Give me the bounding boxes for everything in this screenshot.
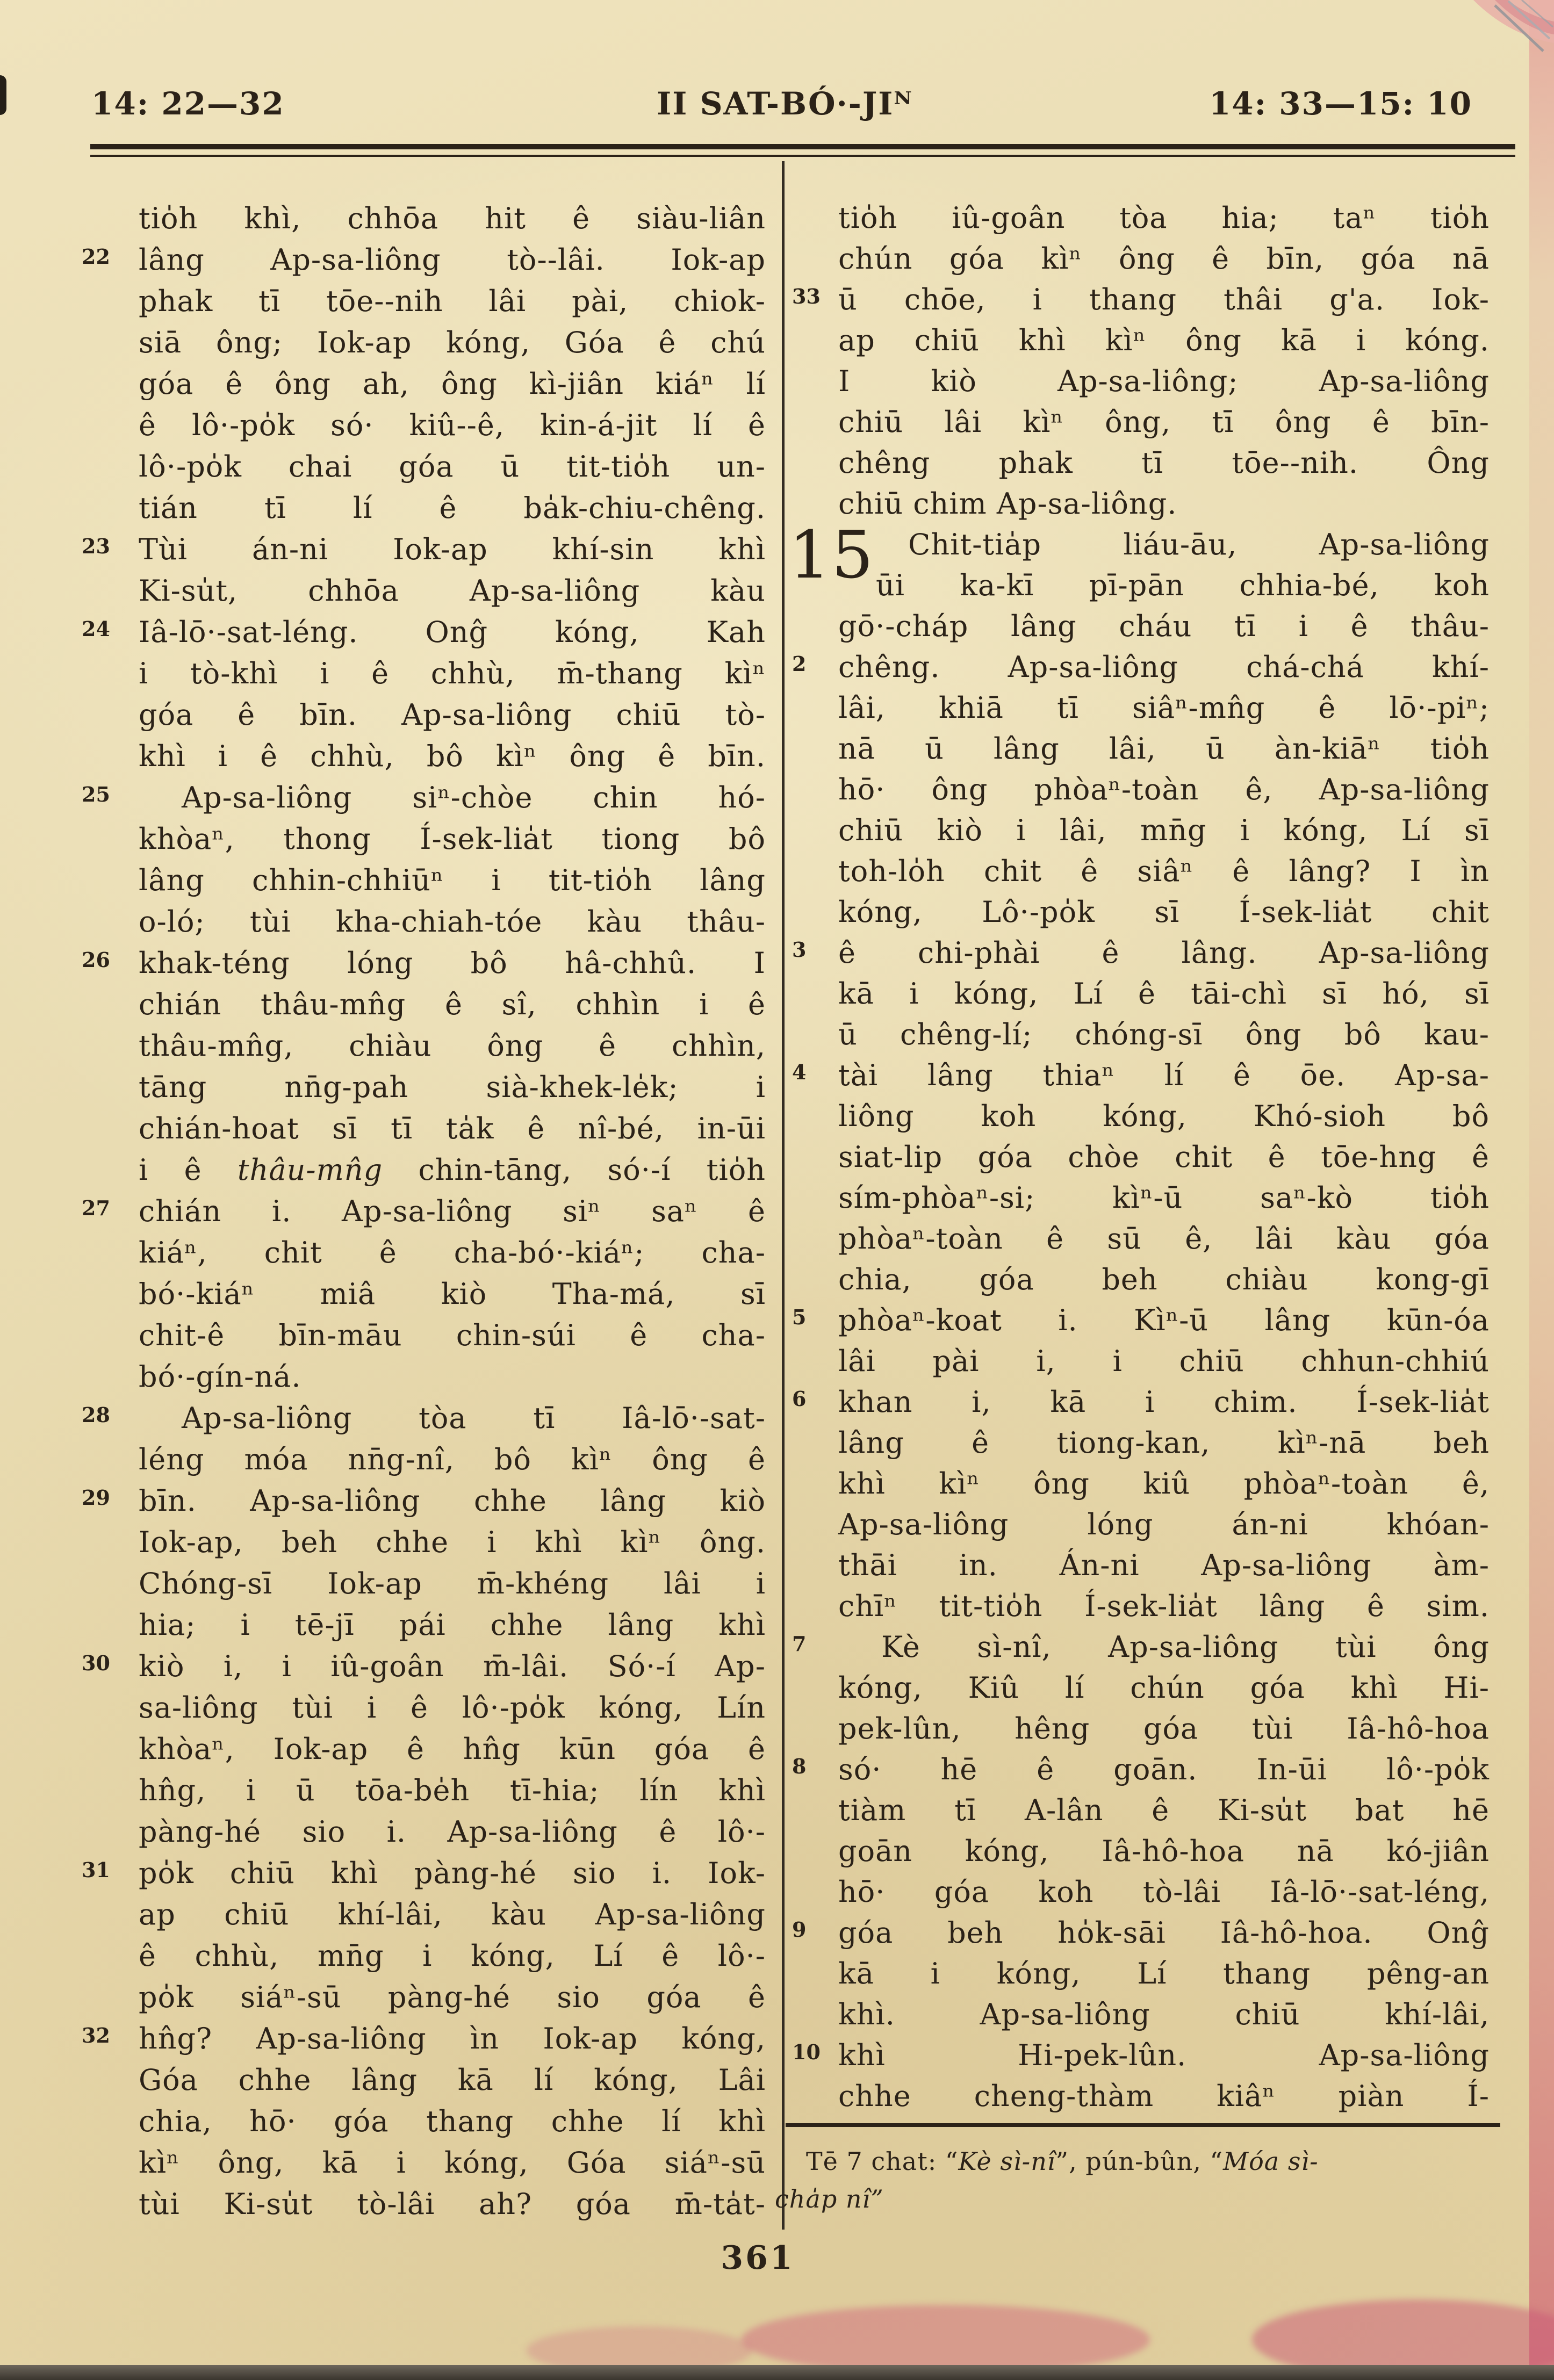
verse-text: o-ló; tùi kha-chiah-tóe kàu thâu- [139,905,766,939]
scan-edge-speck [0,75,6,115]
verse-text: toh-lo̍h chit ê siâⁿ ê lâng? I ìn [838,854,1490,888]
verse-text: chhe cheng-thàm kiâⁿ piàn Í- [838,2079,1490,2113]
text-line [139,901,766,942]
text-line [838,1708,1490,1749]
text-line [838,851,1490,892]
text-line [139,2059,766,2101]
verse-text: lâi, khiā tī siâⁿ-mn̂g ê lō·-piⁿ; [838,691,1490,725]
header-double-rule [90,144,1515,157]
text-line [838,1218,1490,1259]
verse-text: ê chi-phài ê lâng. Ap-sa-liông [838,936,1490,970]
verse-text: thâu-mn̂g, chiàu ông ê chhìn, [139,1029,766,1063]
verse-text: chit-ê bīn-māu chin-súi ê cha- [139,1318,766,1352]
verse-text: khòaⁿ, thong Í-sek-lia̍t tiong bô [139,822,766,856]
text-line [838,1341,1490,1382]
verse-text: khì kìⁿ ông kiû phòaⁿ-toàn ê, [838,1467,1490,1501]
text-line [838,1586,1490,1627]
verse-text: i tò-khì i ê chhù, m̄-thang kìⁿ [139,657,766,690]
verse-text: khì Hi-pek-lûn. Ap-sa-liông [838,2038,1490,2072]
text-line [139,1811,766,1852]
verse-text: Chit-tia̍p liáu-āu, Ap-sa-liông [908,528,1490,561]
verse-text: chia, hō· góa thang chhe lí khì [139,2104,766,2138]
text-line [838,1953,1490,1994]
text-line [792,1382,1490,1423]
text-line [139,322,766,363]
running-header [91,80,1488,128]
text-line [838,1790,1490,1831]
verse-text: tián tī lí ê ba̍k-chiu-chêng. [139,491,766,525]
verse-text: Iâ-lō·-sat-léng. Onĝ kóng, Kah [139,615,766,649]
verse-text: Tùi án-ni Iok-ap khí-sin khì [139,532,766,566]
text-line [838,810,1490,851]
verse-number: 31 [82,1858,110,1882]
text-line [139,1439,766,1480]
text-line [139,694,766,735]
verse-text: siat-lip góa chòe chit ê tōe-hng ê [838,1140,1490,1174]
page-number: 361 [721,2239,795,2277]
text-line [838,729,1490,769]
text-column-right [789,198,1490,2117]
text-line [82,1852,766,1894]
verse-text: ū chōe, i thang thâi g'a. Iok- [838,283,1490,316]
verse-text: Góa chhe lâng kā lí kóng, Lâi [139,2063,766,2097]
verse-text: léng móa nn̄g-nî, bô kìⁿ ông ê [139,1443,766,1476]
verse-text: hn̂g, i ū tōa-be̍h tī-hia; lín khì [139,1773,766,1807]
text-line [838,1463,1490,1504]
verse-text: kìⁿ ông, kā i kóng, Góa siáⁿ-sū [139,2146,766,2180]
text-line [838,1423,1490,1463]
text-line [838,1137,1490,1178]
text-line [792,933,1490,973]
footnote-rule [786,2123,1500,2127]
verse-text: chián-hoat sī tī ta̍k ê nî-bé, in-ūi [139,1112,766,1145]
verse-text: phòaⁿ-toàn ê sū ê, lâi kàu góa [838,1222,1490,1256]
text-line [792,647,1490,688]
text-line [139,2142,766,2183]
verse-text: só· hē ê goān. In-ūi lô·-po̍k [838,1752,1490,1786]
column-divider-rule [782,161,785,2230]
verse-text: Ap-sa-liông lóng án-ni khóan- [838,1508,1490,1541]
verse-number: 28 [82,1403,110,1427]
text-line [838,1545,1490,1586]
text-line [139,405,766,446]
text-line [139,735,766,777]
verse-text: Ap-sa-liông siⁿ-chòe chin hó- [182,781,766,814]
verse-text: Ki-su̍t, chhōa Ap-sa-liông kàu [139,574,766,608]
verse-text: i ê thâu-mn̂g chin-tāng, só·-í tio̍h [139,1153,766,1187]
verse-text: hō· góa koh tò-lâi Iâ-lō·-sat-léng, [838,1875,1490,1909]
text-line [82,1191,766,1232]
text-line [139,1935,766,1977]
text-line [838,1872,1490,1913]
verse-number: 32 [82,2023,110,2047]
verse-text: ū chêng-lí; chóng-sī ông bô kau- [838,1018,1490,1051]
scan-edge-shadow [0,2365,1554,2380]
header-verse-range-right: 14: 33—15: 10 [1208,85,1472,122]
text-line [82,777,766,818]
verse-number: 5 [792,1305,807,1329]
verse-number: 29 [82,1485,110,1510]
verse-number: 26 [82,948,110,972]
text-line [139,1356,766,1397]
text-line [139,1687,766,1728]
chapter-number: 15 [789,517,875,593]
text-line [82,239,766,280]
verse-text: pàng-hé sio i. Ap-sa-liông ê lô·- [139,1815,766,1849]
text-line [139,1770,766,1811]
page-edge-stain [1529,0,1554,2380]
verse-text: khòaⁿ, Iok-ap ê hn̂g kūn góa ê [139,1732,766,1766]
verse-text: sím-phòaⁿ-si; kìⁿ-ū saⁿ-kò tio̍h [838,1181,1490,1215]
verse-text: chêng phak tī tōe--nih. Ông [838,446,1490,480]
verse-number: 30 [82,1651,110,1675]
verse-text: chián i. Ap-sa-liông siⁿ saⁿ ê [139,1194,766,1228]
verse-number: 22 [82,244,110,269]
verse-number: 24 [82,617,110,641]
verse-number: 2 [792,652,807,676]
verse-text: lâi pài i, i chiū chhun-chhiú [838,1344,1490,1378]
text-line [838,1259,1490,1300]
verse-text: Iok-ap, beh chhe i khì kìⁿ ông. [139,1525,766,1559]
text-line [838,1504,1490,1545]
text-line [792,2035,1490,2076]
verse-text: tāng nn̄g-pah sià-khek-le̍k; i [139,1070,766,1104]
verse-text: khì. Ap-sa-liông chiū khí-lâi, [838,1997,1490,2031]
text-line [838,1178,1490,1218]
verse-text: liông koh kóng, Khó-sioh bô [838,1099,1490,1133]
text-line [838,606,1490,647]
text-line [838,524,1490,565]
verse-text: tio̍h khì, chhōa hit ê siàu-liân [139,201,766,235]
verse-number: 6 [792,1387,807,1411]
verse-text: bó·-gín-ná. [139,1360,301,1394]
text-line [838,892,1490,933]
header-verse-range-left: 14: 22—32 [91,85,285,122]
verse-text: chián thâu-mn̂g ê sî, chhìn i ê [139,987,766,1021]
text-line [139,1521,766,1563]
header-book-title: II SAT-BÓ·-JIᴺ [657,85,913,122]
verse-text: po̍k siáⁿ-sū pàng-hé sio góa ê [139,1980,766,2014]
text-line [82,611,766,653]
verse-text: hn̂g? Ap-sa-liông ìn Iok-ap kóng, [139,2022,766,2056]
text-line [139,570,766,611]
text-line [139,1232,766,1273]
text-line [139,446,766,487]
verse-text: kóng, Lô·-po̍k sī Í-sek-lia̍t chit [838,895,1490,929]
text-line [139,1066,766,1108]
text-line [838,1668,1490,1708]
verse-text: chún góa kìⁿ ông ê bīn, góa nā [838,242,1490,276]
verse-text: tài lâng thiaⁿ lí ê ōe. Ap-sa- [838,1058,1490,1092]
verse-text: phòaⁿ-koat i. Kìⁿ-ū lâng kūn-óa [838,1303,1490,1337]
verse-text: lô·-po̍k chai góa ū tit-tio̍h un- [139,450,766,484]
text-line [139,363,766,405]
text-line [792,1055,1490,1096]
text-line [139,1149,766,1191]
text-line [838,361,1490,402]
footnote-line: cha̍p nî” [775,2184,884,2213]
text-line [82,2018,766,2059]
verse-text: hō· ông phòaⁿ-toàn ê, Ap-sa-liông [838,773,1490,806]
verse-text: Kè sì-nî, Ap-sa-liông tùi ông [881,1630,1490,1664]
text-line [139,2101,766,2142]
text-line [82,1480,766,1521]
verse-number: 8 [792,1754,807,1778]
text-line [838,1994,1490,2035]
verse-text: góa ê ông ah, ông kì-jiân kiáⁿ lí [139,367,766,401]
verse-text: bīn. Ap-sa-liông chhe lâng kiò [139,1484,766,1518]
text-line [139,198,766,239]
verse-number: 23 [82,534,110,558]
verse-text: chêng. Ap-sa-liông chá-chá khí- [838,650,1490,684]
verse-text: góa beh ho̍k-sāi Iâ-hô-hoa. Onĝ [838,1916,1490,1950]
verse-text: lâng Ap-sa-liông tò--lâi. Iok-ap [139,243,766,277]
page-corner-artifact [1414,0,1554,118]
text-line [139,2183,766,2225]
text-line [838,2076,1490,2117]
verse-text: khì i ê chhù, bô kìⁿ ông ê bīn. [139,739,766,773]
verse-text: ê lô·-po̍k só· kiû--ê, kin-á-jit lí ê [139,408,766,442]
text-line [139,1604,766,1646]
text-line [838,1014,1490,1055]
text-line [838,769,1490,810]
verse-text: siā ông; Iok-ap kóng, Góa ê chú [139,326,766,359]
verse-text: bó·-kiáⁿ miâ kiò Tha-má, sī [139,1277,766,1311]
text-line [139,1273,766,1315]
text-line [139,1025,766,1066]
text-line [82,942,766,984]
verse-number: 9 [792,1917,807,1942]
text-line [82,1397,766,1439]
verse-text: sa-liông tùi i ê lô·-po̍k kóng, Lín [139,1691,766,1725]
verse-text: lâng ê tiong-kan, kìⁿ-nā beh [838,1426,1490,1460]
text-line [838,973,1490,1014]
text-line [792,1300,1490,1341]
verse-text: ap chiū khí-lâi, kàu Ap-sa-liông [139,1898,766,1931]
verse-text: I kiò Ap-sa-liông; Ap-sa-liông [838,364,1490,398]
verse-text: kā i kóng, Lí thang pêng-an [838,1957,1490,1990]
verse-text: khan i, kā i chim. Í-sek-lia̍t [838,1385,1490,1419]
verse-text: phak tī tōe--nih lâi pài, chiok- [139,284,766,318]
verse-number: 10 [792,2040,821,2064]
text-line [139,1315,766,1356]
text-line [139,1563,766,1604]
text-line [139,818,766,860]
verse-number: 33 [792,284,821,308]
text-line [838,1831,1490,1872]
verse-text: Chóng-sī Iok-ap m̄-khéng lâi i [139,1567,766,1600]
verse-text: tiàm tī A-lân ê Ki-su̍t bat hē [838,1793,1490,1827]
text-line [139,1894,766,1935]
text-line [838,565,1490,606]
text-line [792,1627,1490,1668]
verse-text: po̍k chiū khì pàng-hé sio i. Iok- [139,1856,766,1890]
verse-number: 7 [792,1632,807,1656]
text-line [838,320,1490,361]
text-line [139,280,766,322]
text-line [838,1096,1490,1137]
text-line [139,1728,766,1770]
text-line [139,487,766,529]
verse-text: lâng chhin-chhiūⁿ i tit-tio̍h lâng [139,863,766,897]
text-line [838,198,1490,239]
verse-number: 27 [82,1196,110,1220]
verse-text: chia, góa beh chiàu kong-gī [838,1263,1490,1296]
text-line [139,653,766,694]
text-line [139,1108,766,1149]
verse-text: chīⁿ tit-tio̍h Í-sek-lia̍t lâng ê sim. [838,1589,1490,1623]
text-line [838,688,1490,729]
footnote [775,2143,1495,2218]
verse-text: khak-téng lóng bô hâ-chhû. I [139,946,766,980]
footnote-line: Tē 7 chat: “Kè sì-nî”, pún-bûn, “Móa sì- [806,2147,1319,2176]
verse-text: chiū kiò i lâi, mn̄g i kóng, Lí sī [838,813,1490,847]
verse-text: pek-lûn, hêng góa tùi Iâ-hô-hoa [838,1712,1490,1746]
verse-text: tio̍h iû-goân tòa hia; taⁿ tio̍h [838,201,1490,235]
verse-number: 4 [792,1060,807,1084]
verse-text: kā i kóng, Lí ê tāi-chì sī hó, sī [838,977,1490,1011]
verse-text: chiū chim Ap-sa-liông. [838,487,1177,521]
text-line [792,279,1490,320]
verse-number: 25 [82,782,110,806]
text-column-left [82,198,766,2225]
text-line [792,1913,1490,1953]
verse-text: kiáⁿ, chit ê cha-bó·-kiáⁿ; cha- [139,1236,766,1270]
text-line [139,860,766,901]
verse-text: hia; i tē-jī pái chhe lâng khì [139,1608,766,1642]
text-line [139,1977,766,2018]
text-line [792,1749,1490,1790]
verse-text: goān kóng, Iâ-hô-hoa nā kó-jiân [838,1834,1490,1868]
verse-number: 3 [792,937,807,962]
verse-text: ūi ka-kī pī-pān chhia-bé, koh [876,568,1490,602]
text-line [139,984,766,1025]
verse-text: Ap-sa-liông tòa tī Iâ-lō·-sat- [182,1401,766,1435]
verse-text: góa ê bīn. Ap-sa-liông chiū tò- [139,698,766,732]
verse-text: nā ū lâng lâi, ū àn-kiāⁿ tio̍h [838,732,1490,766]
verse-text: chiū lâi kìⁿ ông, tī ông ê bīn- [838,405,1490,439]
verse-text: thāi in. Án-ni Ap-sa-liông àm- [838,1548,1490,1582]
verse-text: kiò i, i iû-goân m̄-lâi. Só·-í Ap- [139,1649,766,1683]
verse-text: kóng, Kiû lí chún góa khì Hi- [838,1671,1490,1705]
ink-stain [742,2305,1150,2375]
text-line [838,402,1490,443]
verse-text: ap chiū khì kìⁿ ông kā i kóng. [838,323,1490,357]
text-line [82,1646,766,1687]
text-line [82,529,766,570]
text-line [838,239,1490,279]
verse-text: gō·-cháp lâng cháu tī i ê thâu- [838,609,1490,643]
text-line [838,484,1490,524]
verse-text: ê chhù, mn̄g i kóng, Lí ê lô·- [139,1939,766,1973]
verse-text: tùi Ki-su̍t tò-lâi ah? góa m̄-ta̍t- [139,2187,766,2221]
text-line [838,443,1490,484]
